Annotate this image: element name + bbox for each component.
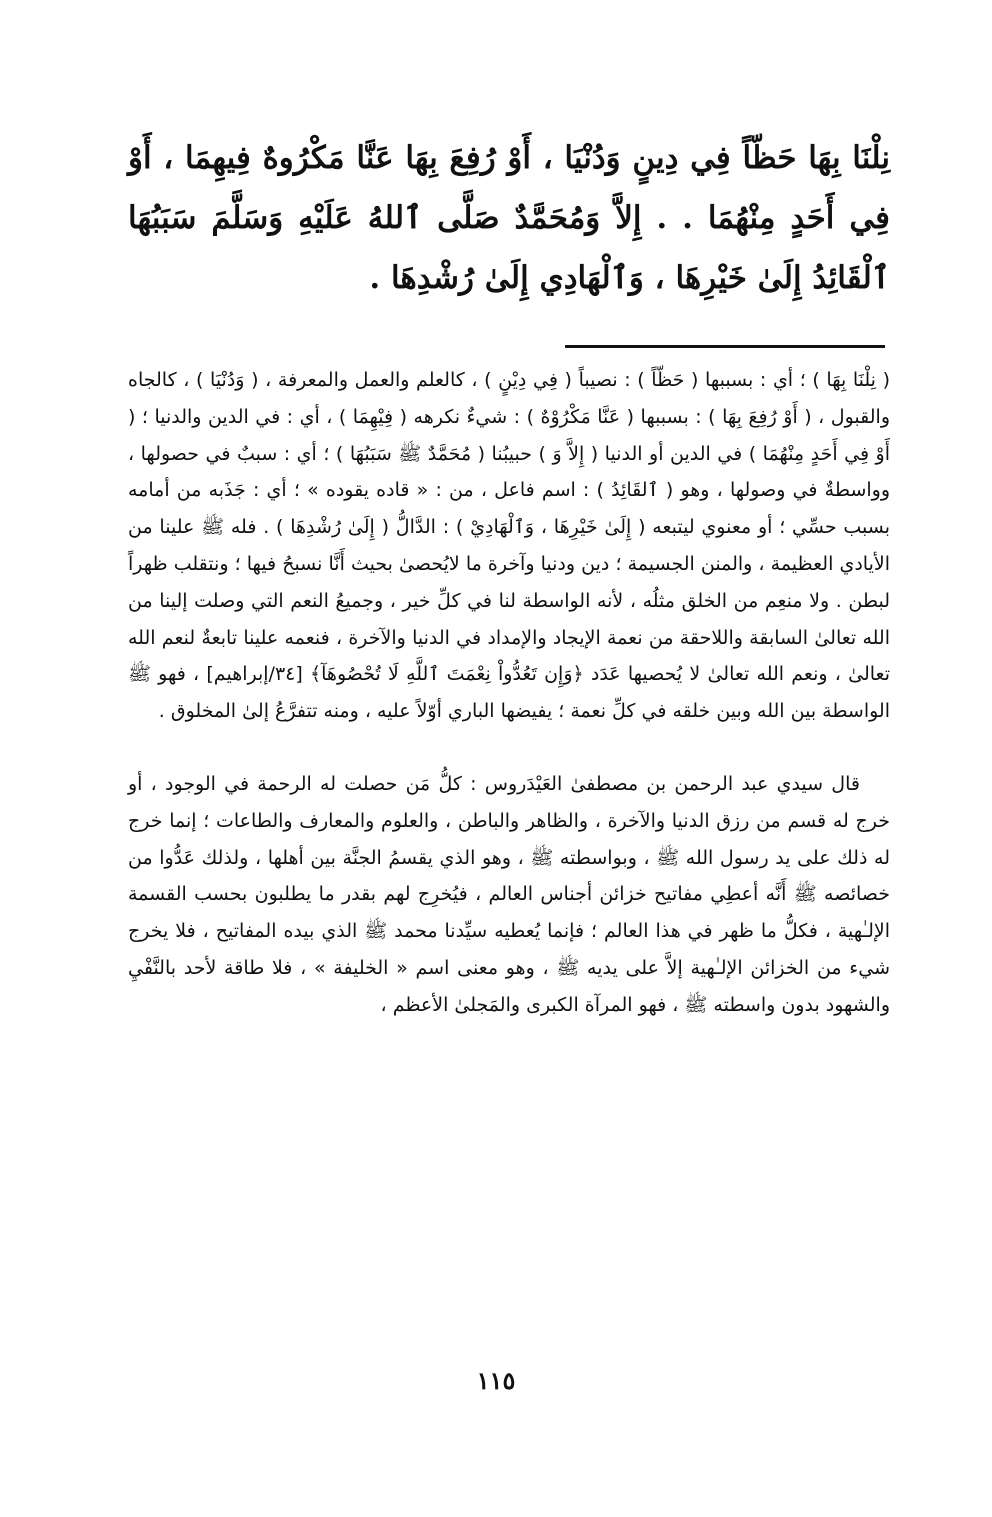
footnote-divider <box>565 345 885 348</box>
quote-paragraph: قال سيدي عبد الرحمن بن مصطفىٰ العَيْدَروس : كلُّ مَن حصلت له الرحمة في الوجود ، أو خرج له قسم من رزق الدنيا والآخرة ، والظاهر والباطن ، والعلوم والمعارف والطاعات ؛ إنما خرج له ذلك على يد رسول الله ﷺ ، وبواسطته ﷺ ، وهو الذي يقسمُ الجنَّة بين أهلها ، ولذلك عَدُّوا من خصائصه ﷺ أَنَّه أعطِي مفاتيح خزائن أجناس العالم ، فيُخرِج لهم بقدر ما يطلبون بحسب القسمة الإلـٰهية ، فكلُّ ما ظهر في هذا العالم ؛ فإنما يُعطيه سيِّدنا محمد ﷺ الذي بيده المفاتيح ، فلا يخرج شيء من الخزائن الإلـٰهية إلاَّ على يديه ﷺ ، وهو معنى اسم « الخليفة » ، فلا طاقة لأحد بالنَّفْيِ والشهود بدون واسطته ﷺ ، فهو المرآة الكبرى والمَجلىٰ الأعظم ، <box>128 772 890 1016</box>
commentary-block <box>128 362 890 1024</box>
main-verse-text <box>128 128 890 308</box>
main-verse-paragraph: نِلْنَا بِهَا حَظّاً فِي دِينٍ وَدُنْيَا ، أَوْ رُفِعَ بِهَا عَنَّا مَكْرُوهٌ فِيهِمَا ، أَوْ فِي أَحَدٍ مِنْهُمَا . . إِلاَّ وَمُحَمَّدٌ صَلَّى ٱللهُ عَلَيْهِ وَسَلَّمَ سَبَبُهَا ٱلْقَائِدُ إِلَىٰ خَيْرِهَا ، وَٱلْهَادِي إِلَىٰ رُشْدِهَا . <box>128 140 890 296</box>
commentary-paragraph: ( نِلْنَا بِهَا ) ؛ أي : بسببها ( حَظّاً ) : نصيباً ( فِي دِيْنٍ ) ، كالعلم والعمل والمعرفة ، ( وَدُنْيَا ) ، كالجاه والقبول ، ( أَوْ رُفِعَ بِهَا ) : بسببها ( عَنَّا مَكْرُوْهٌ ) : شيءٌ نكرهه ( فِيْهِمَا ) ، أي : في الدين والدنيا ؛ ( أَوْ فِي أَحَدٍ مِنْهُمَا ) في الدين أو الدنيا ( إِلاَّ وَ ) حبيبُنا ( مُحَمَّدٌ ﷺ سَبَبُهَا ) ؛ أي : سببٌ في حصولها ، وواسطةٌ في وصولها ، وهو ( ٱلقَائِدُ ) : اسم فاعل ، من : « قاده يقوده » ؛ أي : جَذَبه من أمامه بسبب حسِّي ؛ أو معنوي ليتبعه ( إِلَىٰ خَيْرِهَا ، وَٱلْهَادِيْ ) : الدَّالُّ ( إِلَىٰ رُشْدِهَا ) . فله ﷺ علينا من الأيادي العظيمة ، والمنن الجسيمة ؛ دين ودنيا وآخرة ما لايُحصىٰ بحيث أَنَّا نسبحُ فيها ؛ ونتقلب ظهراً لبطن . ولا منعِم من الخلق مثلُه ، لأنه الواسطة لنا في كلِّ خير ، وجميعُ النعم التي وصلت إلينا من الله تعالىٰ السابقة واللاحقة من نعمة الإيجاد والإمداد في الدنيا والآخرة ، فنعمه علينا تابعةٌ لنعم الله تعالىٰ ، ونعم الله تعالىٰ لا يُحصيها عَدَد ﴿وَإِن تَعُدُّواْ نِعْمَتَ ٱللَّهِ لَا تُحْصُوهَآ﴾ [٣٤/إبراهيم] ، فهو ﷺ الواسطة بين الله وبين خلقه في كلِّ نعمة ؛ يفيضها الباري أوّلاً عليه ، ومنه تتفرَّعُ إلىٰ المخلوق . <box>128 369 891 723</box>
page-number: ١١٥ <box>476 1366 516 1395</box>
